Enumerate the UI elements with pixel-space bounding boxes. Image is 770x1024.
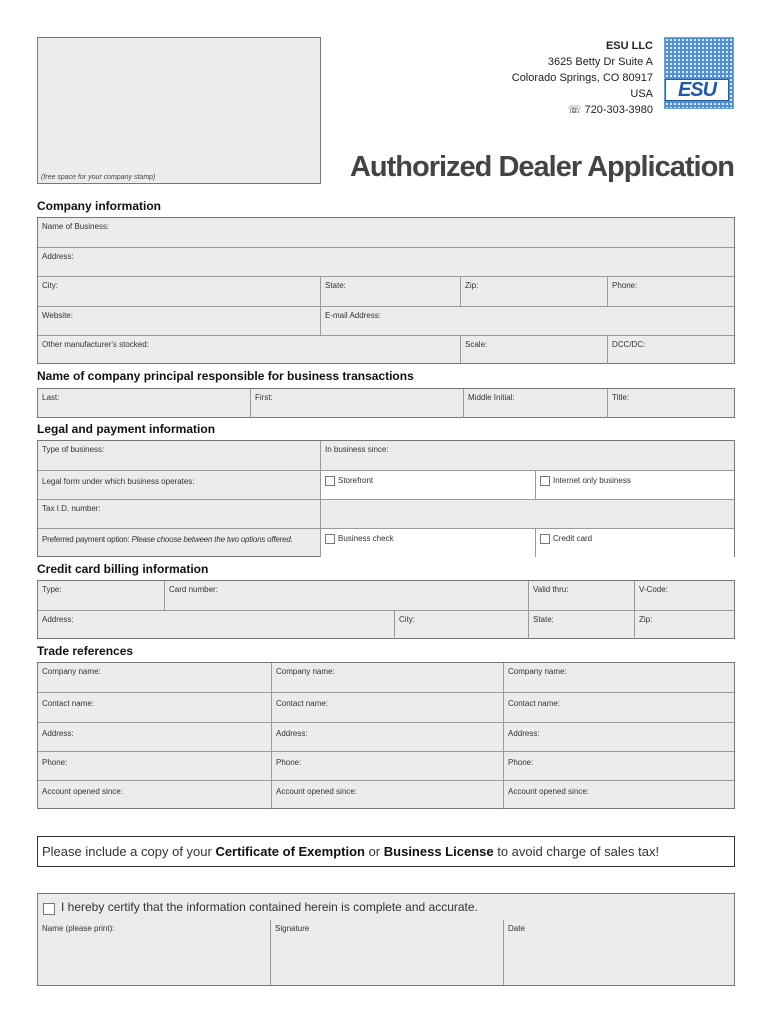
field-label: Phone: bbox=[508, 758, 534, 767]
internet-only-checkbox[interactable] bbox=[540, 476, 550, 486]
scale-field[interactable] bbox=[460, 336, 607, 364]
card-number-field[interactable] bbox=[164, 581, 528, 610]
field-label: Phone: bbox=[42, 758, 68, 767]
city-field[interactable] bbox=[38, 277, 320, 306]
field-label: Name (please print): bbox=[42, 924, 115, 933]
business-check-checkbox[interactable] bbox=[325, 534, 335, 544]
credit-card-checkbox[interactable] bbox=[540, 534, 550, 544]
field-label: Valid thru: bbox=[533, 585, 569, 594]
field-label: Last: bbox=[42, 393, 60, 402]
field-label: Address: bbox=[276, 729, 308, 738]
notice-suffix: to avoid charge of sales tax! bbox=[493, 844, 660, 859]
email-field[interactable] bbox=[320, 307, 734, 335]
ref2-phone-field[interactable] bbox=[271, 752, 503, 780]
field-label: Legal form under which business operates: bbox=[42, 477, 195, 486]
payment-option-hint: Please choose between the two options offered. bbox=[131, 535, 293, 544]
legal-form-label bbox=[38, 471, 320, 499]
option-label: Storefront bbox=[338, 476, 374, 486]
notice-prefix: Please include a copy of your bbox=[42, 844, 216, 859]
field-label: City: bbox=[399, 615, 415, 624]
field-label: Phone: bbox=[612, 281, 638, 290]
name-of-business-field[interactable] bbox=[38, 218, 734, 247]
internet-only-option[interactable] bbox=[535, 471, 734, 499]
state-field[interactable] bbox=[320, 277, 460, 306]
certify-checkbox[interactable] bbox=[43, 903, 55, 915]
field-label: Scale: bbox=[465, 340, 488, 349]
phone-icon: ☏ bbox=[567, 104, 582, 116]
section-title-company-info: Company information bbox=[37, 199, 162, 213]
business-address-field[interactable] bbox=[38, 248, 734, 276]
valid-thru-field[interactable] bbox=[528, 581, 634, 610]
field-label: Preferred payment option: bbox=[42, 535, 130, 544]
field-label: Zip: bbox=[639, 615, 653, 624]
billing-zip-field[interactable] bbox=[634, 611, 734, 639]
field-label: Contact name: bbox=[276, 699, 329, 708]
field-label: City: bbox=[42, 281, 58, 290]
field-label: Date bbox=[508, 924, 525, 933]
ref2-contact-name-field[interactable] bbox=[271, 693, 503, 722]
company-info-form bbox=[37, 217, 735, 364]
notice-mid: or bbox=[364, 844, 384, 859]
field-label: Tax I.D. number: bbox=[42, 504, 101, 513]
principal-form bbox=[37, 388, 735, 418]
company-phone-line bbox=[512, 102, 653, 118]
ref3-company-name-field[interactable] bbox=[503, 663, 734, 692]
certification-form bbox=[37, 893, 735, 986]
section-title-principal: Name of company principal responsible for business transactions bbox=[37, 369, 414, 383]
field-label: State: bbox=[533, 615, 554, 624]
certify-row[interactable] bbox=[38, 894, 734, 920]
ref3-phone-field[interactable] bbox=[503, 752, 734, 780]
card-type-field[interactable] bbox=[38, 581, 164, 610]
field-label: Type: bbox=[42, 585, 62, 594]
ref1-company-name-field[interactable] bbox=[38, 663, 271, 692]
field-label: State: bbox=[325, 281, 346, 290]
middle-initial-field[interactable] bbox=[463, 389, 607, 418]
billing-state-field[interactable] bbox=[528, 611, 634, 639]
ref1-account-opened-field[interactable] bbox=[38, 781, 271, 809]
ref1-phone-field[interactable] bbox=[38, 752, 271, 780]
trade-references-form bbox=[37, 662, 735, 809]
field-label: Company name: bbox=[42, 667, 101, 676]
type-of-business-field[interactable] bbox=[38, 441, 320, 470]
business-check-option[interactable] bbox=[320, 529, 535, 557]
field-label: Website: bbox=[42, 311, 73, 320]
field-label: Company name: bbox=[508, 667, 567, 676]
field-label: Account opened since: bbox=[276, 787, 357, 796]
company-address-line2: Colorado Springs, CO 80917 bbox=[511, 72, 653, 84]
option-label: Business check bbox=[338, 534, 394, 544]
field-label: Phone: bbox=[276, 758, 302, 767]
option-label: Credit card bbox=[553, 534, 593, 544]
storefront-option[interactable] bbox=[320, 471, 535, 499]
date-field[interactable] bbox=[503, 920, 734, 985]
payment-option-label bbox=[38, 529, 320, 557]
field-label: Address: bbox=[42, 615, 74, 624]
field-label: Other manufacturer's stocked: bbox=[42, 340, 149, 349]
other-manufacturers-field[interactable] bbox=[38, 336, 460, 364]
certify-text: I hereby certify that the information contained herein is complete and accurate. bbox=[61, 900, 478, 914]
company-phone: 720-303-3980 bbox=[584, 104, 653, 116]
logo-wordmark: ESU bbox=[665, 79, 729, 101]
field-label: In business since: bbox=[325, 445, 389, 454]
ref3-contact-name-field[interactable] bbox=[503, 693, 734, 722]
section-title-trade-references: Trade references bbox=[37, 644, 134, 658]
field-label: Address: bbox=[42, 252, 74, 261]
ref3-account-opened-field[interactable] bbox=[503, 781, 734, 809]
notice-doc2: Business License bbox=[383, 844, 494, 859]
field-label: Type of business: bbox=[42, 445, 105, 454]
credit-card-option[interactable] bbox=[535, 529, 734, 557]
billing-address-field[interactable] bbox=[38, 611, 394, 639]
credit-card-form bbox=[37, 580, 735, 639]
field-label: Name of Business: bbox=[42, 222, 110, 231]
field-label: Account opened since: bbox=[508, 787, 589, 796]
sales-tax-notice bbox=[37, 836, 735, 867]
last-name-field[interactable] bbox=[38, 389, 250, 418]
option-label: Internet only business bbox=[553, 476, 631, 486]
field-label: Address: bbox=[42, 729, 74, 738]
notice-doc1: Certificate of Exemption bbox=[215, 844, 365, 859]
legal-payment-form bbox=[37, 440, 735, 557]
phone-field[interactable] bbox=[607, 277, 734, 306]
field-label: Contact name: bbox=[42, 699, 95, 708]
website-field[interactable] bbox=[38, 307, 320, 335]
company-address-line1: 3625 Betty Dr Suite A bbox=[547, 56, 653, 68]
zip-field[interactable] bbox=[460, 277, 607, 306]
field-label: Company name: bbox=[276, 667, 335, 676]
tax-id-value[interactable] bbox=[320, 500, 734, 528]
field-label: Card number: bbox=[169, 585, 218, 594]
signature-field[interactable] bbox=[270, 920, 503, 985]
field-label: Middle Initial: bbox=[468, 393, 515, 402]
field-label: Account opened since: bbox=[42, 787, 123, 796]
field-label: Signature bbox=[275, 924, 310, 933]
field-label: E-mail Address: bbox=[325, 311, 382, 320]
billing-city-field[interactable] bbox=[394, 611, 528, 639]
company-name: ESU LLC bbox=[605, 40, 653, 52]
ref2-company-name-field[interactable] bbox=[271, 663, 503, 692]
ref1-address-field[interactable] bbox=[38, 723, 271, 751]
section-title-credit-card: Credit card billing information bbox=[37, 562, 209, 576]
section-title-legal: Legal and payment information bbox=[37, 422, 216, 436]
ref2-address-field[interactable] bbox=[271, 723, 503, 751]
field-label: Title: bbox=[612, 393, 630, 402]
page-title: Authorized Dealer Application bbox=[349, 151, 734, 183]
dcc-dc-field[interactable] bbox=[607, 336, 734, 364]
storefront-checkbox[interactable] bbox=[325, 476, 335, 486]
company-address-block bbox=[512, 38, 653, 118]
ref2-account-opened-field[interactable] bbox=[271, 781, 503, 809]
field-label: Address: bbox=[508, 729, 540, 738]
tax-id-field[interactable] bbox=[38, 500, 320, 528]
field-label: V-Code: bbox=[639, 585, 668, 594]
ref3-address-field[interactable] bbox=[503, 723, 734, 751]
esu-logo bbox=[664, 37, 734, 109]
principal-title-field[interactable] bbox=[607, 389, 734, 418]
vcode-field[interactable] bbox=[634, 581, 734, 610]
field-label: First: bbox=[255, 393, 273, 402]
field-label: Contact name: bbox=[508, 699, 561, 708]
field-label: DCC/DC: bbox=[612, 340, 646, 349]
field-label: Zip: bbox=[465, 281, 479, 290]
company-stamp-area bbox=[37, 37, 321, 184]
name-print-field[interactable] bbox=[38, 920, 270, 985]
in-business-since-field[interactable] bbox=[320, 441, 734, 470]
first-name-field[interactable] bbox=[250, 389, 463, 418]
ref1-contact-name-field[interactable] bbox=[38, 693, 271, 722]
stamp-label: (free space for your company stamp) bbox=[41, 174, 156, 181]
company-country: USA bbox=[630, 88, 653, 100]
